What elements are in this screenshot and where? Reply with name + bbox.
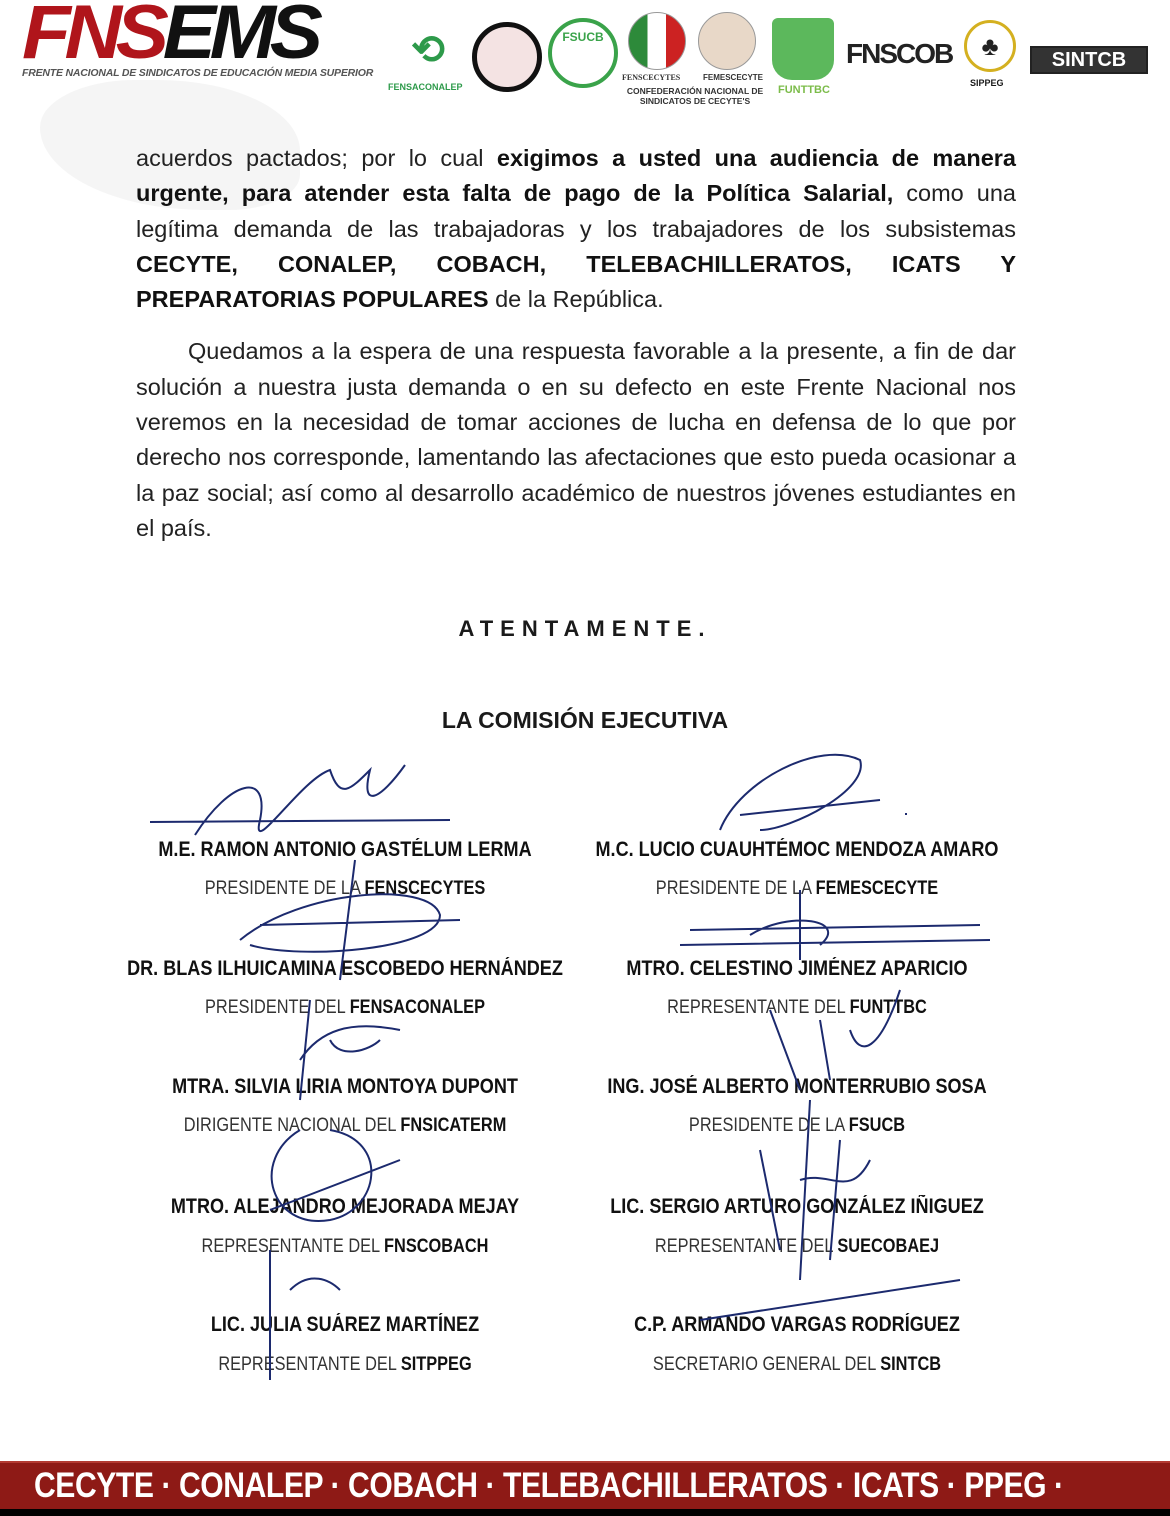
text-run-bold: exigimos a usted una audiencia de manera urgente, para atender esta falta de pago de la Política Salarial, xyxy=(136,145,1017,207)
role-title: DIRIGENTE NACIONAL DEL xyxy=(183,1115,401,1136)
text-run: como una legítima demanda de las trabajadoras y los trabajadores de los subsistemas xyxy=(136,180,1016,242)
signatory-name: M.E. RAMON ANTONIO GASTÉLUM LERMA xyxy=(158,838,532,861)
fenscecytes-label: FENSCECYTES xyxy=(622,73,681,82)
signatory-role xyxy=(573,1236,1020,1258)
fnsems-logo: FNSEMS xyxy=(22,0,317,75)
fsucb-logo: FSUCB xyxy=(548,18,618,88)
organization-name: SINTCB xyxy=(880,1354,942,1375)
letterhead xyxy=(0,0,1170,120)
signatory-role xyxy=(121,1236,568,1258)
signatory-role xyxy=(121,878,568,900)
sippeg-logo: ♣ xyxy=(964,20,1016,72)
closing-salutation: ATENTAMENTE. xyxy=(458,616,712,641)
organization-name: SITPPEG xyxy=(400,1354,472,1375)
union-seal-logo xyxy=(472,22,542,92)
footer-text: CECYTE · CONALEP · COBACH · TELEBACHILLERATOS · ICATS · PPEG · xyxy=(34,1466,1064,1505)
signatory-name: DR. BLAS ILHUICAMINA ESCOBEDO HERNÁNDEZ xyxy=(127,957,563,980)
sippeg-label: SIPPEG xyxy=(970,78,1004,88)
fnsems-subtitle: FRENTE NACIONAL DE SINDICATOS DE EDUCACIÓN MEDIA SUPERIOR xyxy=(22,67,374,79)
sintcb-logo: SINTCB xyxy=(1030,46,1148,74)
text-run: de la República. xyxy=(488,286,664,313)
text-run: acuerdos pactados; por lo cual xyxy=(136,145,497,171)
bottom-edge xyxy=(0,1509,1170,1516)
footer-banner xyxy=(0,1461,1170,1509)
fensaconalep-logo: ⟲ xyxy=(411,27,445,72)
organization-name: FNSCOBACH xyxy=(384,1236,489,1257)
fensaconalep-label: FENSACONALEP xyxy=(388,82,463,92)
organization-name: FNSICATERM xyxy=(400,1115,507,1136)
signatory-role xyxy=(121,997,568,1019)
letter-body xyxy=(136,141,1016,546)
signatory-role xyxy=(573,1354,1020,1376)
signatory-role xyxy=(121,1354,568,1376)
role-title: PRESIDENTE DE LA xyxy=(655,878,816,899)
confederacion-label: CONFEDERACIÓN NACIONAL DE SINDICATOS DE CECYTE'S xyxy=(626,86,764,106)
organization-name: SUECOBAEJ xyxy=(837,1236,940,1257)
paragraph-closing-statement: Quedamos a la espera de una respuesta favorable a la presente, a fin de dar solución a nuestra justa demanda o en su defecto en este Frente Nacional nos veremos en la necesidad de tomar acciones de lucha en defensa de lo que por derecho nos corresponde, lamentando las afectaciones que esto pueda ocasionar a la paz social; así como al desarrollo académico de nuestros jóvenes estudiantes en el país. xyxy=(136,338,1016,541)
role-title: SECRETARIO GENERAL DEL xyxy=(652,1354,881,1375)
fnscob-logo: FNSCOB xyxy=(846,38,953,69)
organization-name: FENSACONALEP xyxy=(349,997,485,1018)
role-title: REPRESENTANTE DEL xyxy=(654,1236,838,1257)
fenscecytes-logo xyxy=(628,12,686,70)
signatory-name: MTRA. SILVIA LIRIA MONTOYA DUPONT xyxy=(172,1075,518,1098)
signatory-name: LIC. JULIA SUÁREZ MARTÍNEZ xyxy=(210,1313,480,1336)
committee-heading: LA COMISIÓN EJECUTIVA xyxy=(441,707,729,733)
role-title: PRESIDENTE DE LA xyxy=(688,1115,849,1136)
role-title: PRESIDENTE DE LA xyxy=(204,878,365,899)
role-title: REPRESENTANTE DEL xyxy=(218,1354,401,1375)
signatory-role xyxy=(573,997,1020,1019)
signatory-role xyxy=(573,1115,1020,1137)
signatory-name: LIC. SERGIO ARTURO GONZÁLEZ IÑIGUEZ xyxy=(610,1195,984,1218)
organization-name: FUNTTBC xyxy=(849,997,927,1018)
funttbc-label: FUNTTBC xyxy=(778,84,830,96)
signatory-name: C.P. ARMANDO VARGAS RODRÍGUEZ xyxy=(634,1313,960,1336)
signatory-role xyxy=(573,878,1020,900)
role-title: REPRESENTANTE DEL xyxy=(667,997,850,1018)
paragraph-demand xyxy=(136,141,1016,317)
signatory-name: M.C. LUCIO CUAUHTÉMOC MENDOZA AMARO xyxy=(595,838,999,861)
organization-name: FEMESCECYTE xyxy=(815,878,939,899)
role-title: REPRESENTANTE DEL xyxy=(201,1236,385,1257)
organization-name: FENSCECYTES xyxy=(364,878,486,899)
signatory-name: MTRO. CELESTINO JIMÉNEZ APARICIO xyxy=(626,957,968,980)
funttbc-logo xyxy=(772,18,834,80)
femescecyte-logo xyxy=(698,12,756,70)
signatory-name: ING. JOSÉ ALBERTO MONTERRUBIO SOSA xyxy=(607,1075,987,1098)
organization-name: FSUCB xyxy=(848,1115,906,1136)
role-title: PRESIDENTE DEL xyxy=(205,997,350,1018)
signatory-role xyxy=(121,1115,568,1137)
femescecyte-label: FEMESCECYTE xyxy=(703,73,764,82)
text-run-bold: CECYTE, CONALEP, COBACH, TELEBACHILLERATOS, ICATS Y PREPARATORIAS POPULARES xyxy=(136,250,1016,313)
signatory-name: MTRO. ALEJANDRO MEJORADA MEJAY xyxy=(170,1195,520,1218)
